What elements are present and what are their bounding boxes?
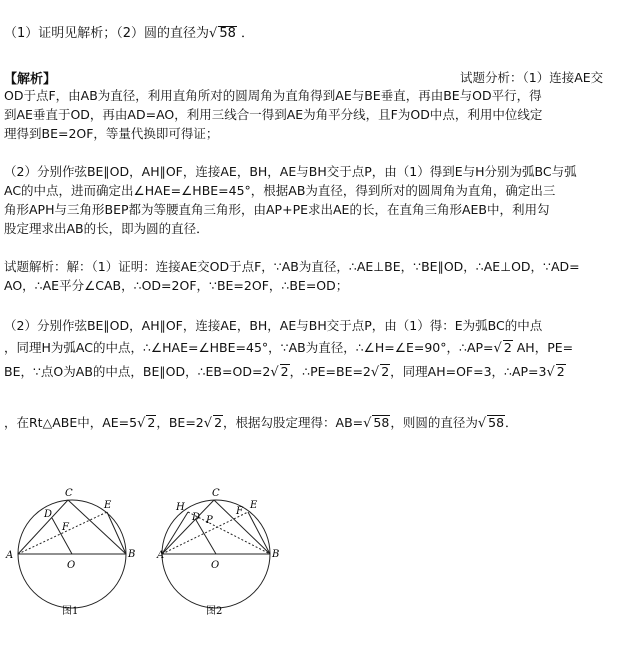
solution2-text: ，在Rt△ABE中，AE=5 (4, 415, 138, 430)
analysis2-line: （2）分别作弦BE∥OD，AH∥OF，连接AE，BH，AE与BH交于点P，由（1）得到E与H分别为弧BC与弧 (4, 164, 577, 179)
fig2-label-h: H (176, 502, 185, 513)
radicand: 2 (503, 340, 512, 355)
fig1-label-b: B (128, 549, 136, 560)
radicand: 2 (381, 364, 390, 379)
solution1-paragraph (4, 257, 626, 295)
radicand: 2 (556, 364, 565, 379)
fig2-segment-eb (248, 512, 270, 554)
solution2-text: ，∴PE=BE=2 (289, 364, 371, 379)
analysis-line: OD于点F，由AB为直径，利用直角所对的圆周角为直角得到AE与BE垂直，再由BE与OD平行，得 (4, 88, 542, 103)
solution2-line4: ，在Rt△ABE中，AE=5√ 2，BE=2√ 2，根据勾股定理得：AB=√ 58，则圆的直径为√ 58． (4, 415, 518, 431)
analysis-tag: 【解析】 (4, 72, 57, 87)
solution1-line: 试题解析：解：（1）证明：连接AE交OD于点F，∵AB为直径，∴AE⊥BE，∵BE∥OD，∴AE⊥OD，∵AD= (4, 259, 580, 274)
fig1-chord-cb (68, 500, 126, 554)
solution2-text: ，同理AH=OF=3，∴AP=3 (390, 364, 547, 379)
radicand: 2 (214, 415, 223, 430)
solution2-text: ． (505, 415, 518, 430)
fig2-caption: 图2 (206, 606, 223, 617)
fig2-label-a: A (157, 550, 165, 561)
solution2-text: ，则圆的直径为 (390, 415, 478, 430)
fig1-segment-eb (107, 512, 126, 554)
analysis-paragraph (4, 86, 626, 143)
solution2-text: ，根据勾股定理得：AB= (223, 415, 364, 430)
fig2-segment-hb (188, 512, 270, 554)
answer-radicand: 58 (219, 26, 236, 41)
figure-2 (158, 480, 328, 640)
radicand: 2 (280, 364, 289, 379)
fig1-label-f: F (62, 522, 69, 533)
fig2-label-p: P (206, 515, 213, 526)
solution2-line3: BE，∵点O为AB的中点，BE∥OD，∴EB=OD=2√ 2，∴PE=BE=2√ 2，同理AH=OF=3，∴AP=3√ 2 (4, 364, 565, 380)
solution2-text: ，BE=2 (156, 415, 204, 430)
solution2-line1: （2）分别作弦BE∥OD，AH∥OF，连接AE，BH，AE与BH交于点P，由（1）得：E为弧BC的中点 (4, 318, 543, 333)
fig1-label-d: D (44, 509, 53, 520)
fig1-label-o: O (67, 560, 76, 571)
answer-prefix: （1）证明见解析；（2）圆的直径为 (4, 26, 210, 41)
fig1-caption: 图1 (62, 606, 79, 617)
fig2-label-c: C (212, 488, 220, 499)
radicand: 2 (147, 415, 156, 430)
analysis2-line: 角形APH与三角形BEP都为等腰直角三角形，由AP+PE求出AE的长，在直角三角形AEB中，利用勾 (4, 202, 550, 217)
fig2-label-o: O (211, 560, 220, 571)
solution2-text: AH，PE= (512, 340, 574, 355)
analysis-header-right: 试题分析：（1）连接AE交 (460, 70, 604, 85)
analysis2-line: 股定理求出AB的长，即为圆的直径． (4, 221, 209, 236)
analysis2-paragraph (4, 162, 626, 238)
analysis-line: 理得到BE=2OF，等量代换即可得证； (4, 126, 219, 141)
fig2-label-b: B (272, 549, 280, 560)
analysis-line: 到AE垂直于OD，再由AD=AO，利用三线合一得到AE为角平分线，且F为OD中点，利用中位线定 (4, 107, 543, 122)
radicand: 58 (488, 415, 505, 430)
answer-line: （1）证明见解析；（2）圆的直径为√ 58 ． (4, 26, 255, 41)
figure-1 (0, 480, 160, 640)
answer-suffix: ． (241, 26, 255, 41)
fig1-label-e: E (104, 500, 112, 511)
fig2-label-d: D (192, 512, 201, 523)
fig2-label-f: F (236, 506, 243, 517)
fig1-label-c: C (65, 488, 73, 499)
solution2-text: ，同理H为弧AC的中点，∴∠HAE=∠HBE=45°，∵AB为直径，∴∠H=∠E=90°，∴AP= (4, 340, 494, 355)
solution1-line: AO，∴AE平分∠CAB，∴OD=2OF，∵BE=2OF，∴BE=OD； (4, 278, 349, 293)
analysis2-line: AC的中点，进而确定出∠HAE=∠HBE=45°，根据AB为直径，得到所对的圆周角为直角，确定出三 (4, 183, 556, 198)
fig1-label-a: A (6, 550, 14, 561)
solution2-text: BE，∵点O为AB的中点，BE∥OD，∴EB=OD=2 (4, 364, 271, 379)
fig2-label-e: E (250, 500, 258, 511)
solution2-line2: ，同理H为弧AC的中点，∴∠HAE=∠HBE=45°，∵AB为直径，∴∠H=∠E=90°，∴AP=√ 2 AH，PE= (4, 340, 574, 356)
radicand: 58 (373, 415, 390, 430)
